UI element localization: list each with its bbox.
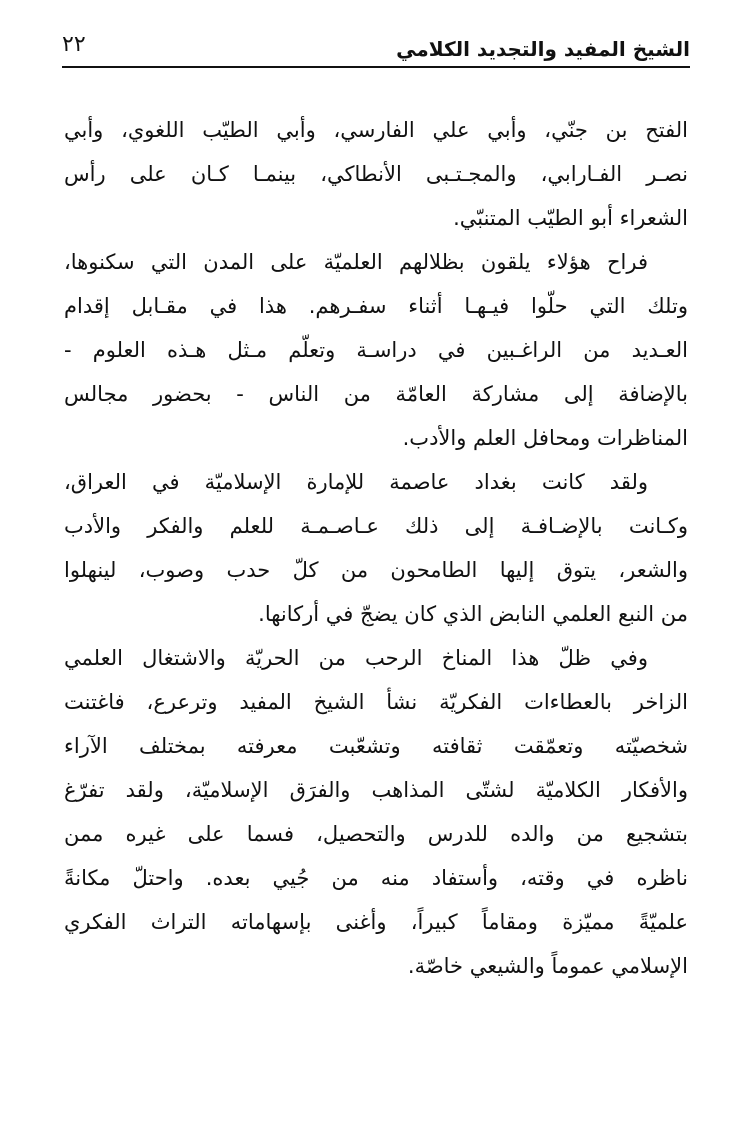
text-line: وتلك التي حلّوا فيـهـا أثناء سفـرهم. هذا في مقـابل إقدام [64, 294, 688, 318]
text-line: وفي ظلّ هذا المناخ الرحب من الحريّة والاشتغال العلمي [64, 646, 648, 670]
text-line: فراح هؤلاء يلقون بظلالهم العلميّة على المدن التي سكنوها، [64, 250, 648, 274]
text-line: العـديد من الراغـبين في دراسـة وتعلّم مـثل هـذه العلوم - [64, 338, 688, 362]
text-line: من النبع العلمي النابض الذي كان يضجّ في أركانها. [258, 602, 688, 626]
text-line: علميّةً مميّزة ومقاماً كبيراً، وأغنى بإسهاماته التراث الفكري [64, 910, 688, 934]
running-header-title: الشيخ المفيد والتجديد الكلامي [396, 37, 690, 61]
body-text [64, 108, 688, 988]
text-line: والشعر، يتوق إليها الطامحون من كلّ حدب وصوب، لينهلوا [64, 558, 688, 582]
running-header [62, 30, 690, 68]
text-line: المناظرات ومحافل العلم والأدب. [402, 426, 688, 450]
text-line: والأفكار الكلاميّة لشتّى المذاهب والفرَق الإسلاميّة، ولقد تفرّغ [64, 778, 688, 802]
text-line: شخصيّته وتعمّقت ثقافته وتشعّبت معرفته بمختلف الآراء [64, 734, 688, 758]
paragraph-4 [64, 636, 688, 988]
text-line: الزاخر بالعطاءات الفكريّة نشأ الشيخ المفيد وترعرع، فاغتنت [64, 690, 688, 714]
header-rule [62, 66, 690, 68]
text-line: نصـر الفـارابي، والمجـتـبى الأنطاكي، بينمـا كـان على رأس [64, 162, 688, 186]
text-line: بالإضافة إلى مشاركة العامّة من الناس - بحضور مجالس [64, 382, 688, 406]
page-number: ٢٢ [62, 32, 86, 57]
text-line: ولقد كانت بغداد عاصمة للإمارة الإسلاميّة في العراق، [64, 470, 648, 494]
text-line: بتشجيع من والده للدرس والتحصيل، فسما على غيره ممن [64, 822, 688, 846]
text-line: الشعراء أبو الطيّب المتنبّي. [453, 206, 688, 230]
paragraph-2 [64, 240, 688, 460]
text-line: ناظره في وقته، وأستفاد منه من جُيي بعده. واحتلّ مكانةً [64, 866, 688, 890]
paragraph-3 [64, 460, 688, 636]
text-line: الفتح بن جنّي، وأبي علي الفارسي، وأبي الطيّب اللغوي، وأبي [64, 118, 688, 142]
text-line: الإسلامي عموماً والشيعي خاصّة. [407, 954, 688, 978]
paragraph-1 [64, 108, 688, 240]
text-line: وكـانت بالإضـافـة إلى ذلك عـاصـمـة للعلم والفكر والأدب [64, 514, 688, 538]
